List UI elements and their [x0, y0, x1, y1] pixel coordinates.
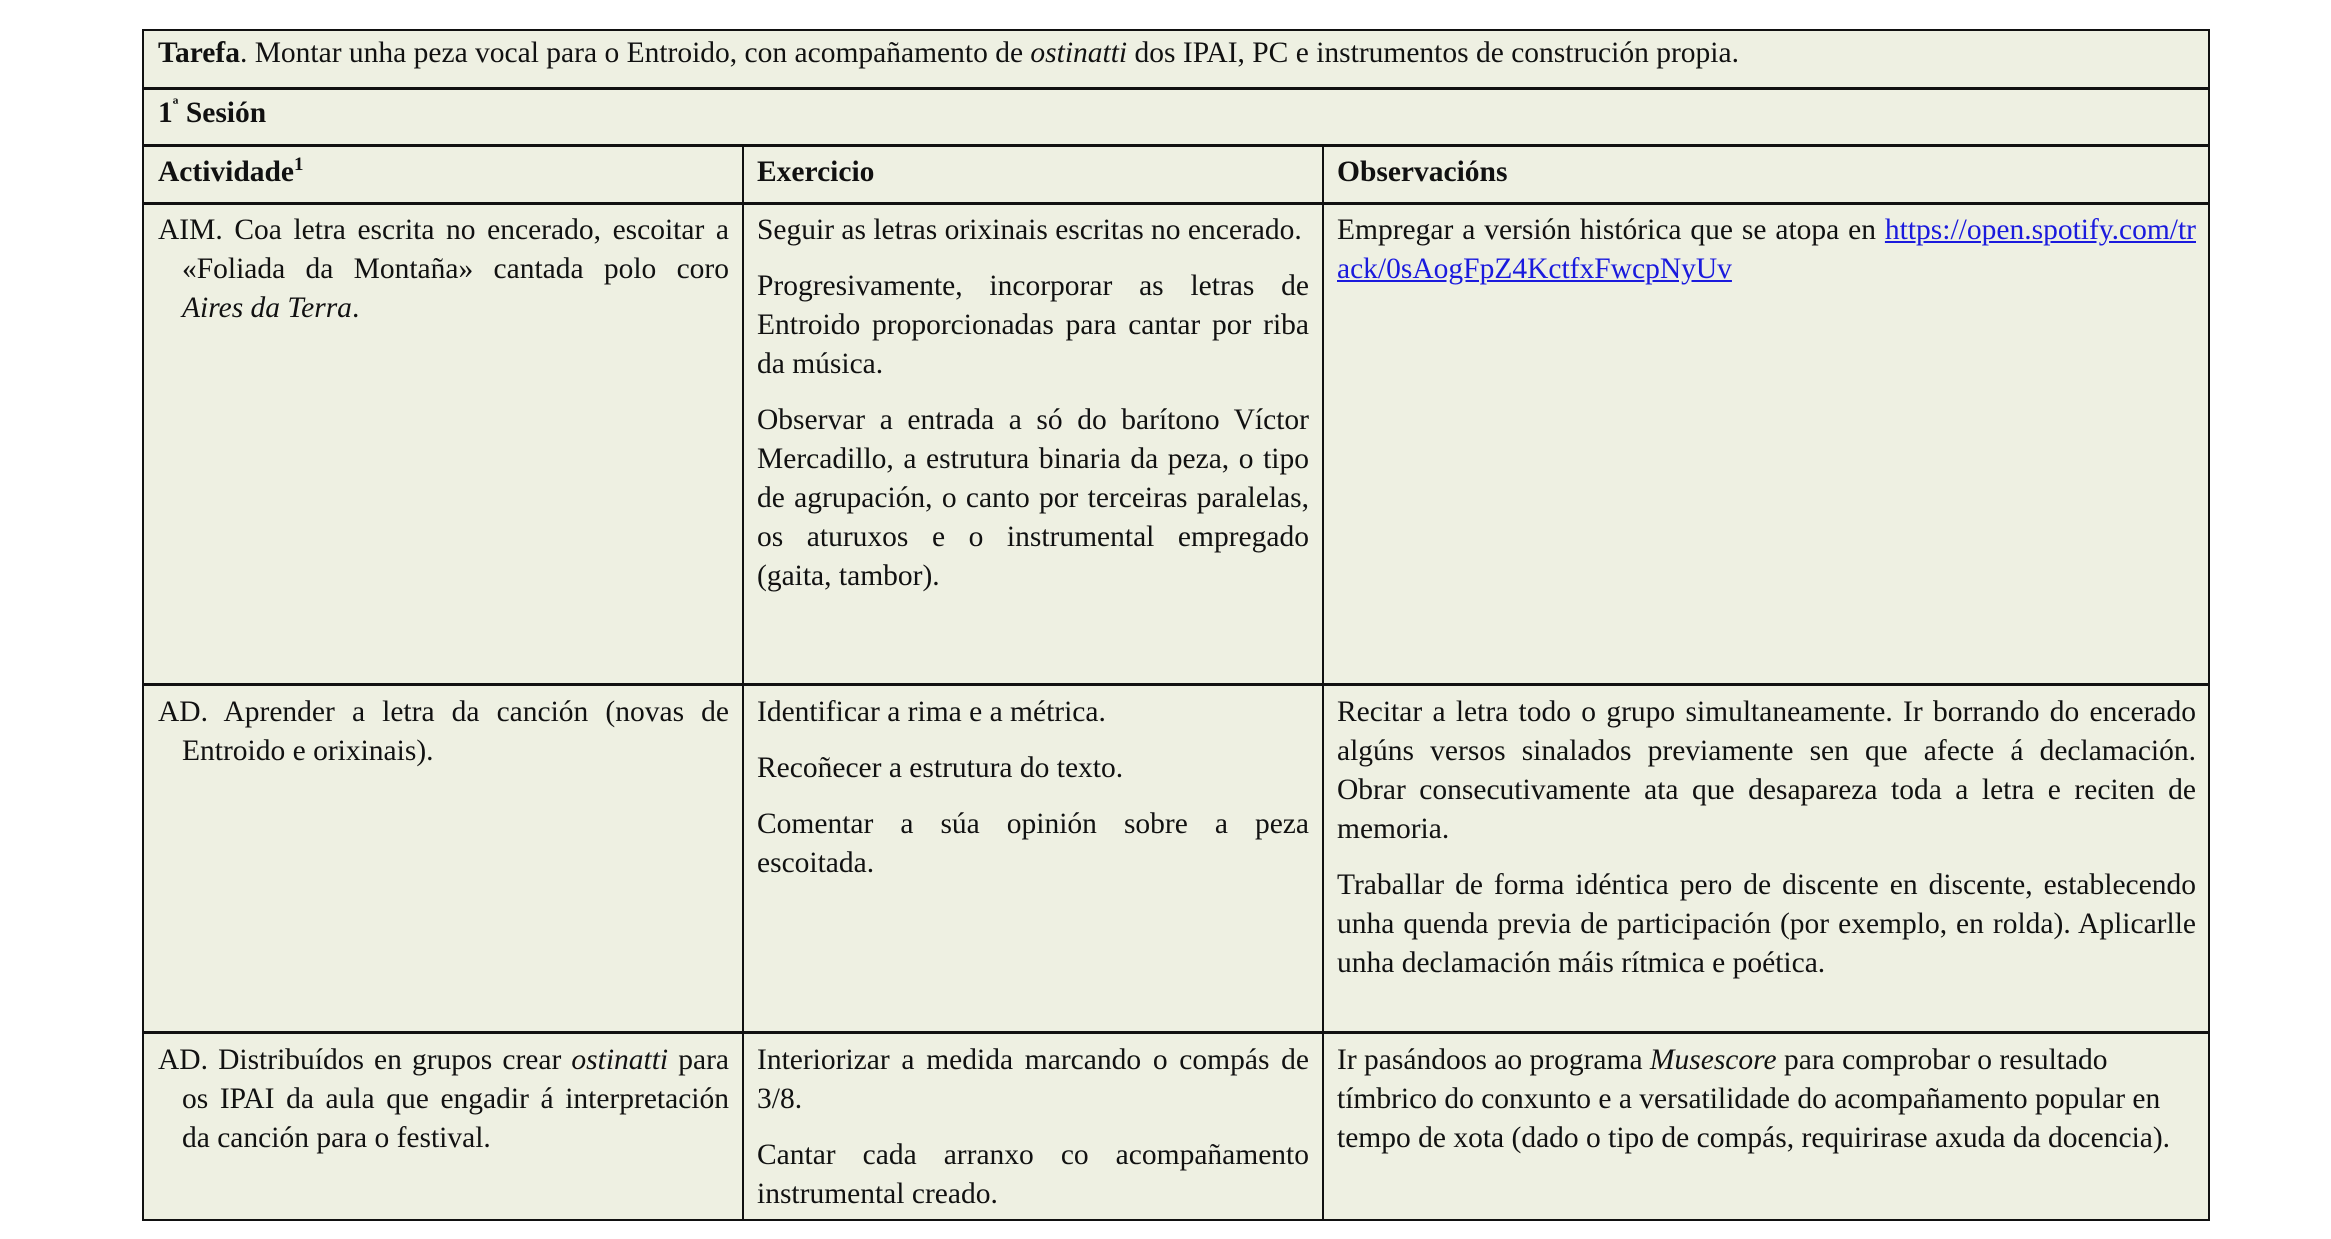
exercise-item: Recoñecer a estrutura do texto.	[757, 752, 1124, 784]
row-2-activity	[144, 689, 743, 771]
row-2-exercises	[743, 689, 1323, 883]
row-3-exercises	[743, 1037, 1323, 1214]
header-observations: Observacións	[1337, 156, 1508, 188]
activity-text: AIM. Coa letra escrita no encerado, escoitar a «Foliada da Montaña» cantada polo coro	[158, 214, 729, 285]
observation-text-end: para comprobar o resultado tímbrico do conxunto e a versatilidade do acompañamento popular en tempo de xota (dado o tipo de compás, requirirase axuda da docencia).	[1337, 1044, 2171, 1154]
row-1-exercises	[743, 207, 1323, 596]
session-title	[144, 91, 2208, 136]
exercise-item: Interiorizar a medida marcando o compás de 3/8.	[757, 1044, 1309, 1115]
row-3-observations	[1323, 1037, 2210, 1158]
exercise-item: Observar a entrada a só do barítono Víctor Mercadillo, a estrutura binaria da peza, o tipo de agrupación, o canto por terceiras paralelas, os aturuxos e o instrumental empregado (gaita, tambor).	[757, 404, 1309, 592]
session-number: 1	[158, 97, 173, 129]
footnote-ref[interactable]: 1	[294, 154, 304, 176]
row-1-activity	[144, 207, 743, 328]
activity-italic: ostinatti	[571, 1044, 669, 1076]
exercise-item: Cantar cada arranxo co acompañamento instrumental creado.	[757, 1139, 1309, 1210]
task-row	[144, 31, 2208, 76]
header-exercise: Exercicio	[757, 156, 875, 188]
divider	[144, 87, 2208, 90]
activity-text-end: para os IPAI da aula que engadir á interpretación da canción para o festival.	[182, 1044, 729, 1154]
row-2-observations	[1323, 689, 2210, 983]
spotify-link[interactable]: https://open.spotify.com/track/0sAogFpZ4KctfxFwcpNyUv	[1337, 214, 2196, 285]
header-activity	[144, 149, 743, 192]
row-1-observations	[1323, 207, 2210, 289]
observation-text: Empregar a versión histórica que se atopa en	[1337, 214, 1885, 246]
divider	[144, 683, 2208, 686]
activity-text: AD. Aprender a letra da canción (novas de Entroido e orixinais).	[158, 696, 729, 767]
activity-italic: Aires da Terra	[182, 292, 352, 324]
observation-item: Recitar a letra todo o grupo simultaneamente. Ir borrando do encerado algúns versos sinalados previamente sen que afecte á declamación. Obrar consecutivamente ata que desapareza toda a letra e reciten de memoria.	[1337, 696, 2196, 845]
activity-text-end: .	[351, 292, 360, 324]
divider	[144, 202, 2208, 205]
exercise-item: Progresivamente, incorporar as letras de Entroido proporcionadas para cantar por riba da música.	[757, 270, 1309, 380]
exercise-item: Seguir as letras orixinais escritas no encerado.	[757, 214, 1302, 246]
task-text-start: . Montar unha peza vocal para o Entroido, con acompañamento de	[239, 37, 1031, 69]
column-divider	[742, 144, 744, 1221]
divider	[144, 1031, 2208, 1034]
task-text-end: dos IPAI, PC e instrumentos de construción propia.	[1127, 37, 1739, 69]
header-activity-label: Actividade	[158, 156, 295, 188]
exercise-item: Identificar a rima e a métrica.	[757, 696, 1106, 728]
session-label: Sesión	[178, 97, 267, 129]
task-text-italic: ostinatti	[1030, 37, 1128, 69]
observation-italic: Musescore	[1649, 1044, 1777, 1076]
row-3-activity	[144, 1037, 743, 1158]
exercise-item: Comentar a súa opinión sobre a peza escoitada.	[757, 808, 1309, 879]
lesson-plan-table	[142, 29, 2210, 1221]
divider	[144, 144, 2208, 147]
observation-item: Traballar de forma idéntica pero de discente en discente, establecendo unha quenda previa de participación (por exemplo, en rolda). Aplicarlle unha declamación máis rítmica e poética.	[1337, 869, 2196, 979]
session-ordinal: ª	[172, 95, 179, 117]
activity-text: AD. Distribuídos en grupos crear	[158, 1044, 572, 1076]
task-label: Tarefa	[158, 37, 240, 69]
column-divider	[1322, 144, 1324, 1221]
observation-text: Ir pasándoos ao programa	[1337, 1044, 1650, 1076]
